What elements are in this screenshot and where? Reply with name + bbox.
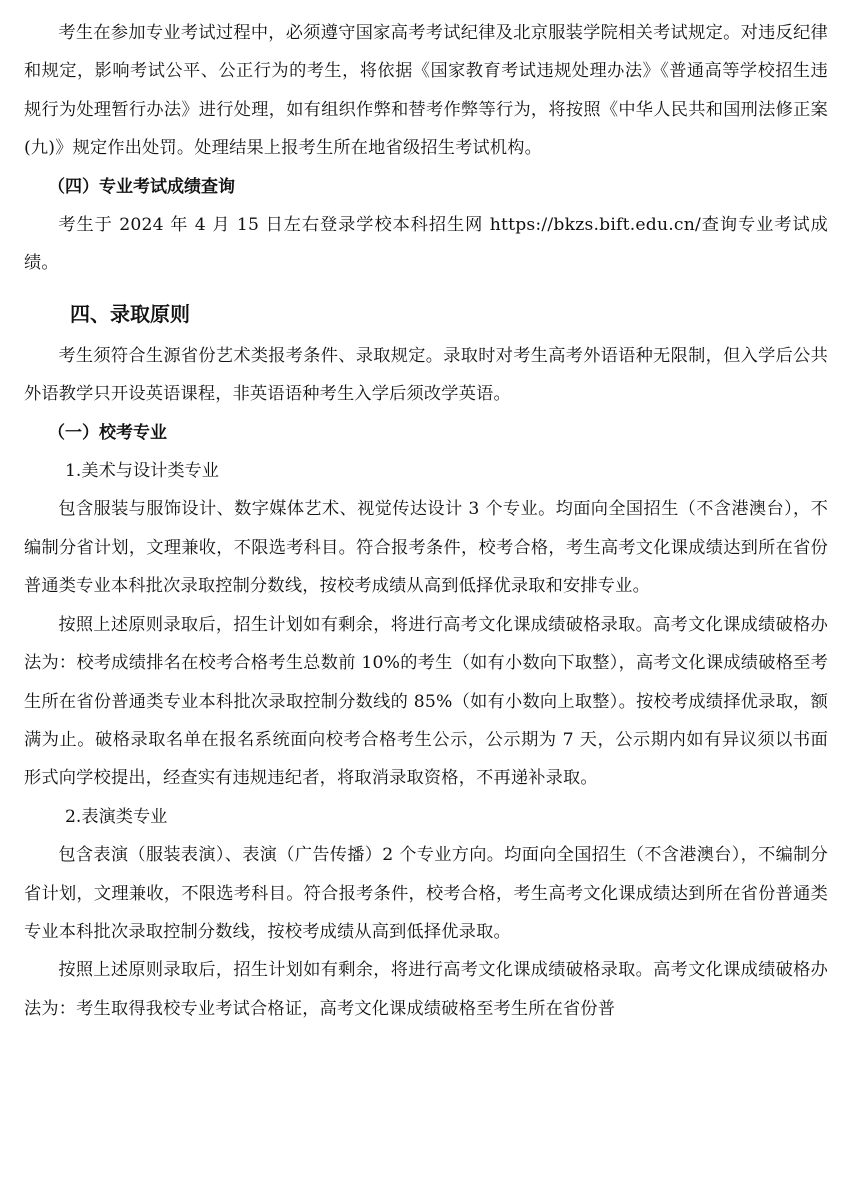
paragraph-art-design-admission: 包含服装与服饰设计、数字媒体艺术、视觉传达设计 3 个专业。均面向全国招生（不含港澳台），不编制分省计划，文理兼收，不限选考科目。符合报考条件，校考合格，考生高考文化课成绩达到所在省份普通类专业本科批次录取控制分数线，按校考成绩从高到低择优录取和安排专业。 [24,499,828,597]
item-performance-majors: 2.表演类专业 [65,806,168,827]
paragraph-exam-discipline: 考生在参加专业考试过程中，必须遵守国家高考考试纪律及北京服装学院相关考试规定。对违反纪律和规定，影响考试公平、公正行为的考生，将依据《国家教育考试违规处理办法》《普通高等学校招生违规行为处理暂行办法》进行处理，如有组织作弊和替考作弊等行为，将按照《中华人民共和国刑法修正案(九)》规定作出处罚。处理结果上报考生所在地省级招生考试机构。 [24,23,828,159]
heading-school-exam-majors: （一）校考专业 [48,422,167,443]
paragraph-performance-exception: 按照上述原则录取后，招生计划如有剩余，将进行高考文化课成绩破格录取。高考文化课成绩破格办法为：考生取得我校专业考试合格证，高考文化课成绩破格至考生所在省份普 [24,960,828,1019]
heading-admission-principles: 四、录取原则 [70,301,190,326]
paragraph-admission-conditions: 考生须符合生源省份艺术类报考条件、录取规定。录取时对考生高考外语语种无限制，但入学后公共外语教学只开设英语课程，非英语语种考生入学后须改学英语。 [24,345,828,405]
item-art-design-majors: 1.美术与设计类专业 [65,461,219,482]
paragraph-score-query: 考生于 2024 年 4 月 15 日左右登录学校本科招生网 https://bkzs.bift.edu.cn/查询专业考试成绩。 [24,215,828,274]
paragraph-art-design-exception: 按照上述原则录取后，招生计划如有剩余，将进行高考文化课成绩破格录取。高考文化课成绩破格办法为：校考成绩排名在校考合格考生总数前 10%的考生（如有小数向下取整），高考文化课成绩破格至考生所在省份普通类专业本科批次录取控制分数线的 85%（如有小数向上取整）。按校考成绩择优录取，额满为止。破格录取名单在报名系统面向校考合格考生公示，公示期为 7 天，公示期内如有异议须以书面形式向学校提出，经查实有违规违纪者，将取消录取资格，不再递补录取。 [24,614,828,789]
heading-score-query: （四）专业考试成绩查询 [48,176,235,197]
document-page [24,14,828,1028]
paragraph-performance-admission: 包含表演（服装表演）、表演（广告传播）2 个专业方向。均面向全国招生（不含港澳台），不编制分省计划，文理兼收，不限选考科目。符合报考条件，校考合格，考生高考文化课成绩达到所在省份普通类专业本科批次录取控制分数线，按校考成绩从高到低择优录取。 [24,845,828,942]
